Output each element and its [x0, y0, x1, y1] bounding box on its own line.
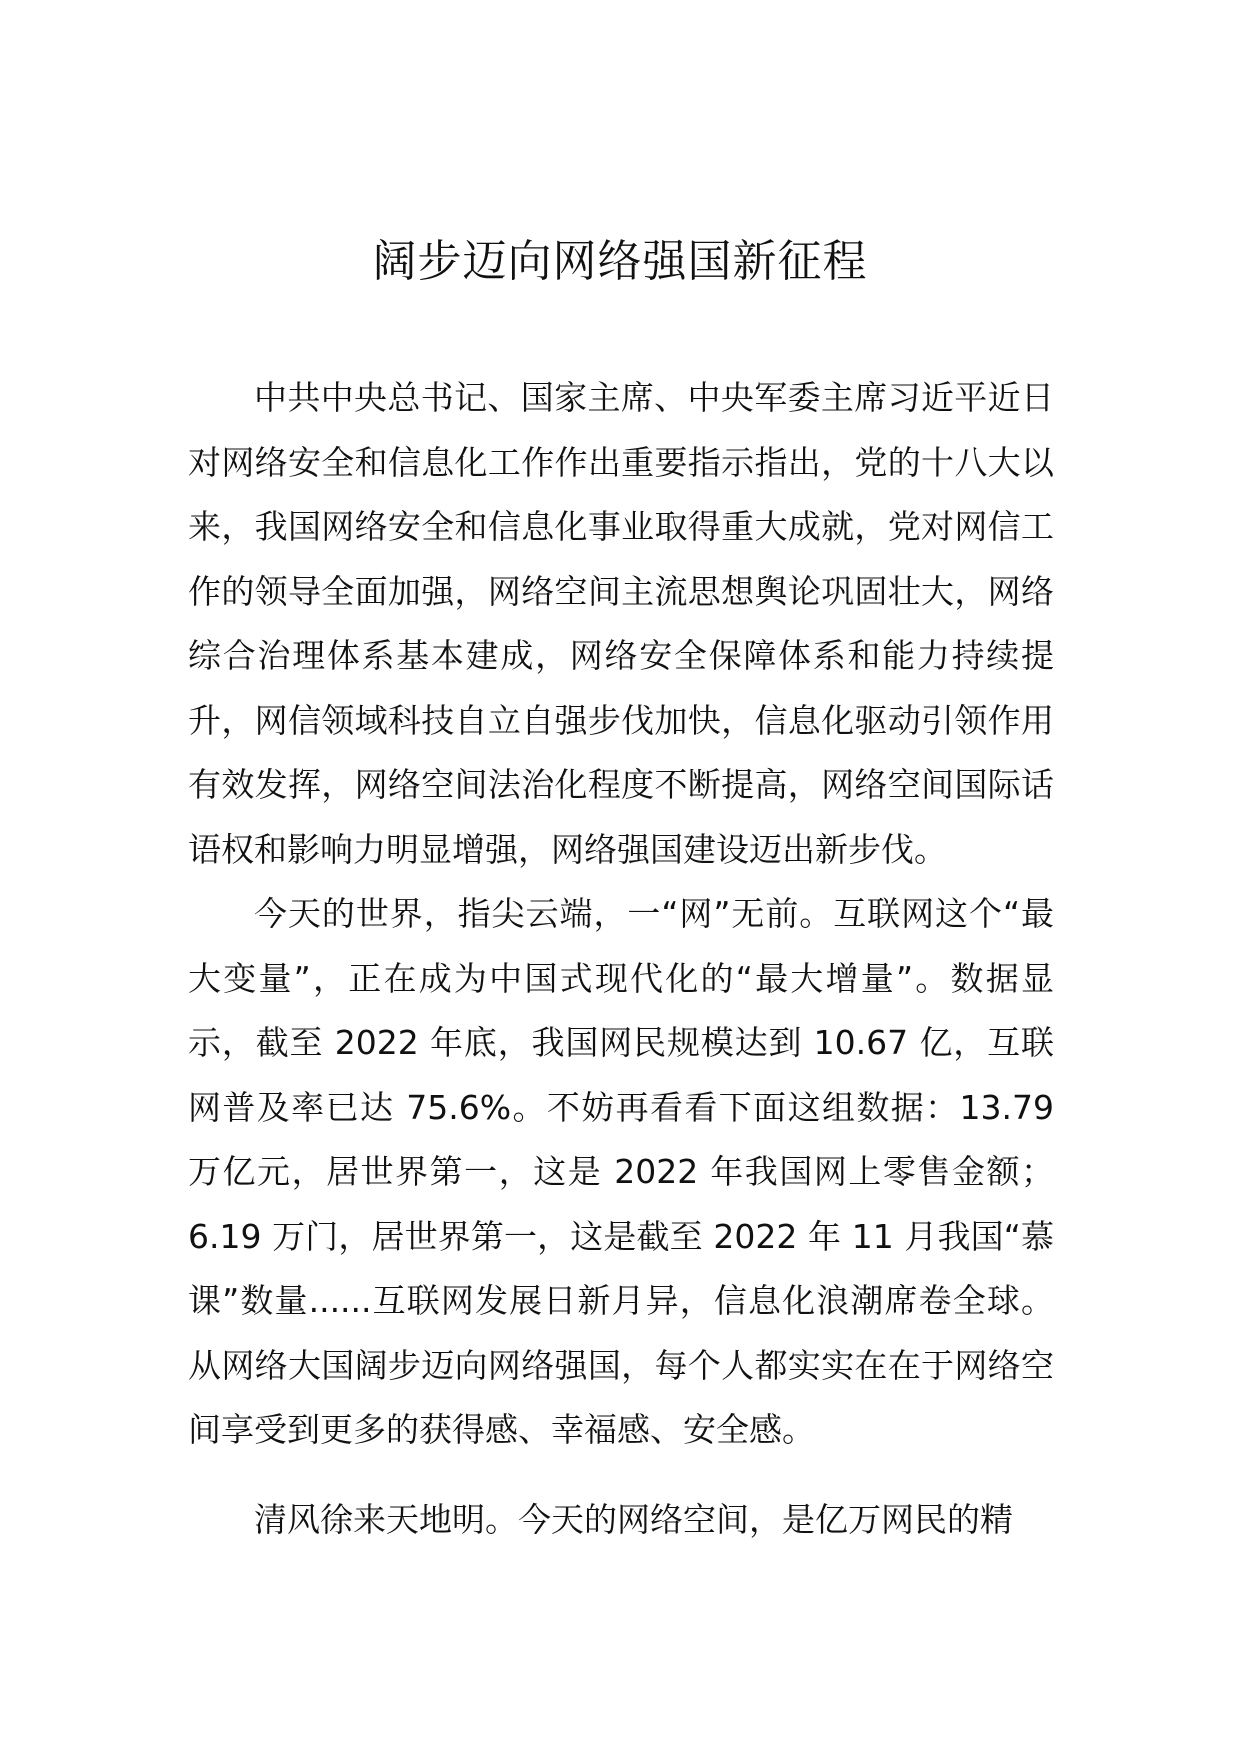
paragraph-1: 中共中央总书记、国家主席、中央军委主席习近平近日对网络安全和信息化工作作出重要指示指出，党的十八大以来，我国网络安全和信息化事业取得重大成就，党对网信工作的领导全面加强，网络空间主流思想舆论巩固壮大，网络综合治理体系基本建成，网络安全保障体系和能力持续提升，网信领域科技自立自强步伐加快，信息化驱动引领作用有效发挥，网络空间法治化程度不断提高，网络空间国际话语权和影响力明显增强，网络强国建设迈出新步伐。	[188, 378, 1054, 869]
document-title: 阔步迈向网络强国新征程	[372, 236, 868, 287]
paragraph-3: 清风徐来天地明。今天的网络空间，是亿万网民的精	[254, 1500, 1013, 1539]
paragraph-2: 今天的世界，指尖云端，一“网”无前。互联网这个“最大变量”，正在成为中国式现代化的“最大增量”。数据显示，截至 2022 年底，我国网民规模达到 10.67 亿，互联网普及率已达 75.6%。不妨再看看下面这组数据：13.79 万亿元，居世界第一，这是 2022 年我国网上零售金额；6.19 万门，居世界第一，这是截至 2022 年 11 月我国“慕课”数量......互联网发展日新月异，信息化浪潮席卷全球。从网络大国阔步迈向网络强国，每个人都实实在在于网络空间享受到更多的获得感、幸福感、安全感。	[188, 894, 1054, 1449]
document-body	[188, 366, 1054, 1539]
